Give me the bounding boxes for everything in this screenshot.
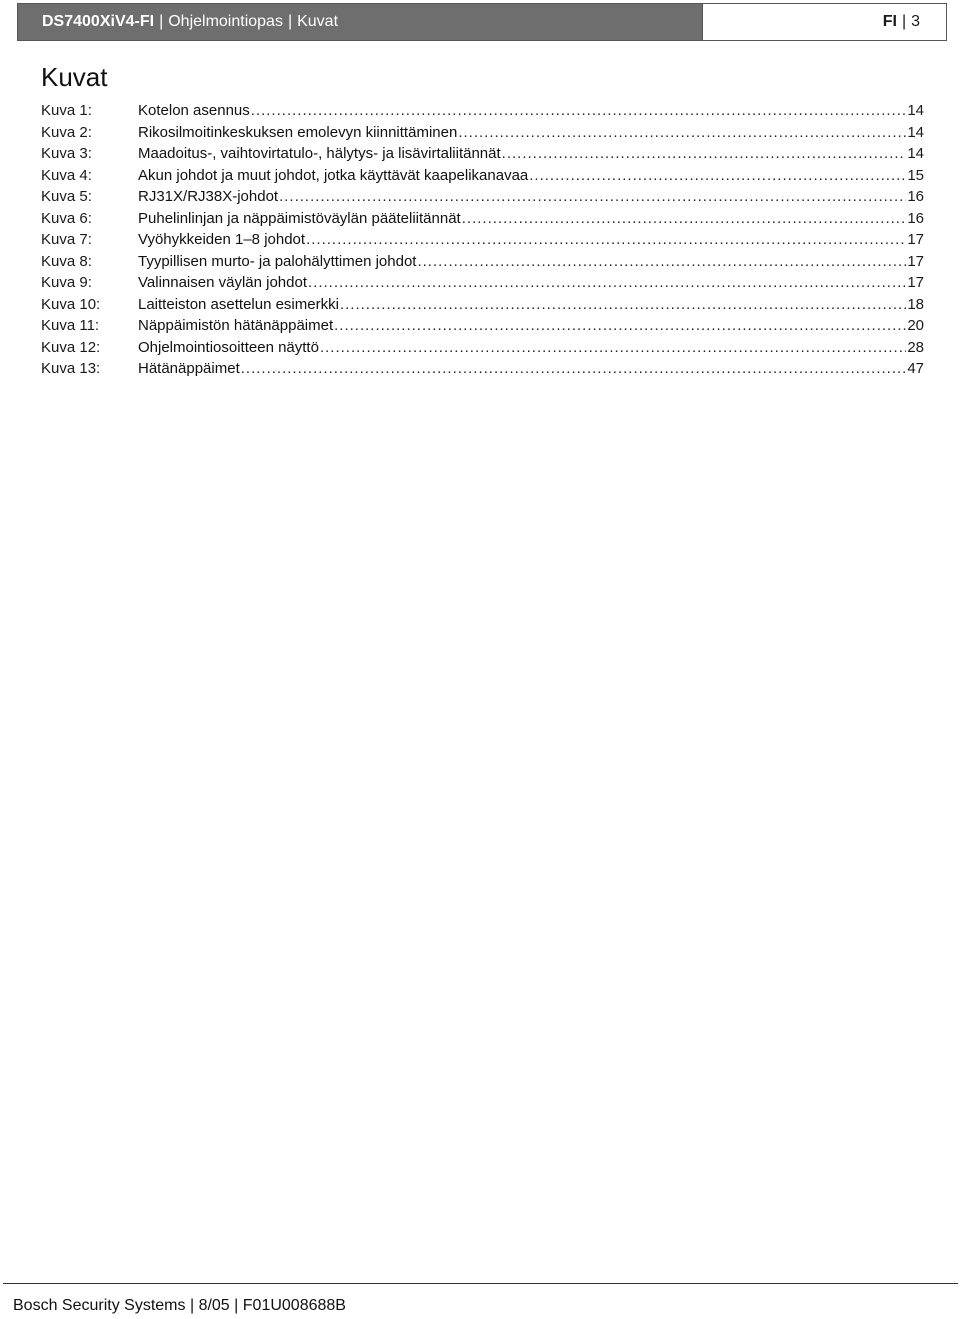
toc-entry[interactable]	[41, 208, 924, 230]
toc-entry[interactable]	[41, 100, 924, 122]
page-footer	[13, 1297, 346, 1315]
toc-entry-label: Kuva 1:	[41, 102, 92, 119]
toc-entry-page[interactable]: 47	[907, 360, 924, 377]
footer-date: 8/05	[198, 1297, 230, 1314]
toc-entry-title[interactable]: Laitteiston asettelun esimerkki	[138, 295, 339, 313]
toc-entry-title[interactable]: Vyöhykkeiden 1–8 johdot	[138, 231, 306, 248]
toc-entry-label: Kuva 12:	[41, 338, 101, 356]
toc-entry-page[interactable]: 17	[907, 231, 924, 248]
toc-entry-title[interactable]: Rikosilmoitinkeskuksen emolevyn kiinnittäminen	[138, 123, 458, 141]
toc-entry-label: Kuva 7:	[41, 231, 92, 248]
toc-entry-page[interactable]: 28	[907, 338, 924, 356]
toc-dot-leader	[320, 337, 906, 359]
toc-dot-leader	[306, 229, 906, 251]
toc-entry[interactable]	[41, 122, 924, 144]
header-doc-info	[18, 4, 702, 40]
toc-entry-title[interactable]: Tyypillisen murto- ja palohälyttimen johdot	[138, 252, 417, 270]
toc-entry[interactable]	[41, 143, 924, 165]
toc-entry-title[interactable]: RJ31X/RJ38X-johdot	[138, 188, 279, 205]
header-page-info	[702, 4, 946, 40]
toc-entry-label: Kuva 8:	[41, 252, 92, 270]
document-id: DS7400XiV4-FI	[42, 13, 155, 30]
toc-entry[interactable]	[41, 358, 924, 380]
toc-entry-title[interactable]: Akun johdot ja muut johdot, jotka käyttävät kaapelikanavaa	[138, 166, 529, 184]
footer-divider	[3, 1283, 958, 1284]
page-number: 3	[911, 13, 920, 30]
header-separator: |	[159, 13, 164, 30]
toc-entry-page[interactable]: 20	[907, 317, 924, 334]
toc-entry[interactable]	[41, 294, 924, 316]
toc-dot-leader	[241, 358, 907, 380]
toc-entry[interactable]	[41, 251, 924, 273]
toc-entry-page[interactable]: 17	[907, 252, 924, 270]
toc-entry-page[interactable]: 14	[907, 145, 924, 162]
toc-entry-title[interactable]: Valinnaisen väylän johdot	[138, 274, 308, 291]
toc-entry-title[interactable]: Kotelon asennus	[138, 102, 250, 119]
toc-entry-label: Kuva 2:	[41, 123, 92, 141]
toc-dot-leader	[251, 100, 907, 122]
toc-entry-title[interactable]: Maadoitus-, vaihtovirtatulo-, hälytys- ja lisävirtaliitännät	[138, 145, 501, 162]
toc-dot-leader	[529, 165, 906, 187]
page-title: Kuvat	[41, 62, 108, 92]
toc-entry-page[interactable]: 16	[907, 209, 924, 227]
footer-company: Bosch Security Systems	[13, 1297, 186, 1314]
toc-entry-label: Kuva 3:	[41, 145, 92, 162]
toc-dot-leader	[340, 294, 906, 316]
toc-dot-leader	[417, 251, 906, 273]
toc-entry-label: Kuva 13:	[41, 360, 101, 377]
toc-dot-leader	[458, 122, 906, 144]
toc-dot-leader	[462, 208, 907, 230]
figure-list	[41, 100, 924, 380]
toc-entry[interactable]	[41, 315, 924, 337]
toc-entry-title[interactable]: Näppäimistön hätänäppäimet	[138, 317, 334, 334]
toc-entry-label: Kuva 9:	[41, 274, 92, 291]
toc-entry-label: Kuva 11:	[41, 317, 100, 334]
toc-dot-leader	[334, 315, 906, 337]
language-code: FI	[882, 13, 897, 30]
toc-entry[interactable]	[41, 272, 924, 294]
header-separator: |	[287, 13, 293, 30]
page-header	[17, 3, 947, 41]
toc-entry[interactable]	[41, 229, 924, 251]
toc-entry-page[interactable]: 15	[907, 166, 924, 184]
toc-entry-page[interactable]: 14	[907, 102, 924, 119]
toc-entry-title[interactable]: Ohjelmointiosoitteen näyttö	[138, 338, 319, 356]
toc-entry-page[interactable]: 14	[907, 123, 924, 141]
toc-entry-label: Kuva 5:	[41, 188, 92, 205]
toc-dot-leader	[502, 143, 907, 165]
header-separator: |	[901, 13, 907, 30]
toc-entry[interactable]	[41, 186, 924, 208]
toc-entry[interactable]	[41, 165, 924, 187]
toc-entry-page[interactable]: 17	[907, 274, 924, 291]
toc-entry-title[interactable]: Puhelinlinjan ja näppäimistöväylän pääteliitännät	[138, 209, 461, 227]
guide-name: Ohjelmointiopas	[168, 13, 283, 30]
footer-doc-code: F01U008688B	[242, 1297, 346, 1314]
footer-separator: |	[234, 1297, 239, 1314]
footer-separator: |	[189, 1297, 195, 1314]
toc-entry-label: Kuva 10:	[41, 295, 101, 313]
toc-entry[interactable]	[41, 337, 924, 359]
section-name: Kuvat	[297, 13, 339, 30]
toc-entry-page[interactable]: 16	[907, 188, 924, 205]
toc-entry-label: Kuva 4:	[41, 166, 92, 184]
toc-dot-leader	[279, 186, 906, 208]
toc-entry-title[interactable]: Hätänäppäimet	[138, 360, 240, 377]
toc-entry-label: Kuva 6:	[41, 209, 92, 227]
toc-entry-page[interactable]: 18	[907, 295, 924, 313]
toc-dot-leader	[308, 272, 906, 294]
